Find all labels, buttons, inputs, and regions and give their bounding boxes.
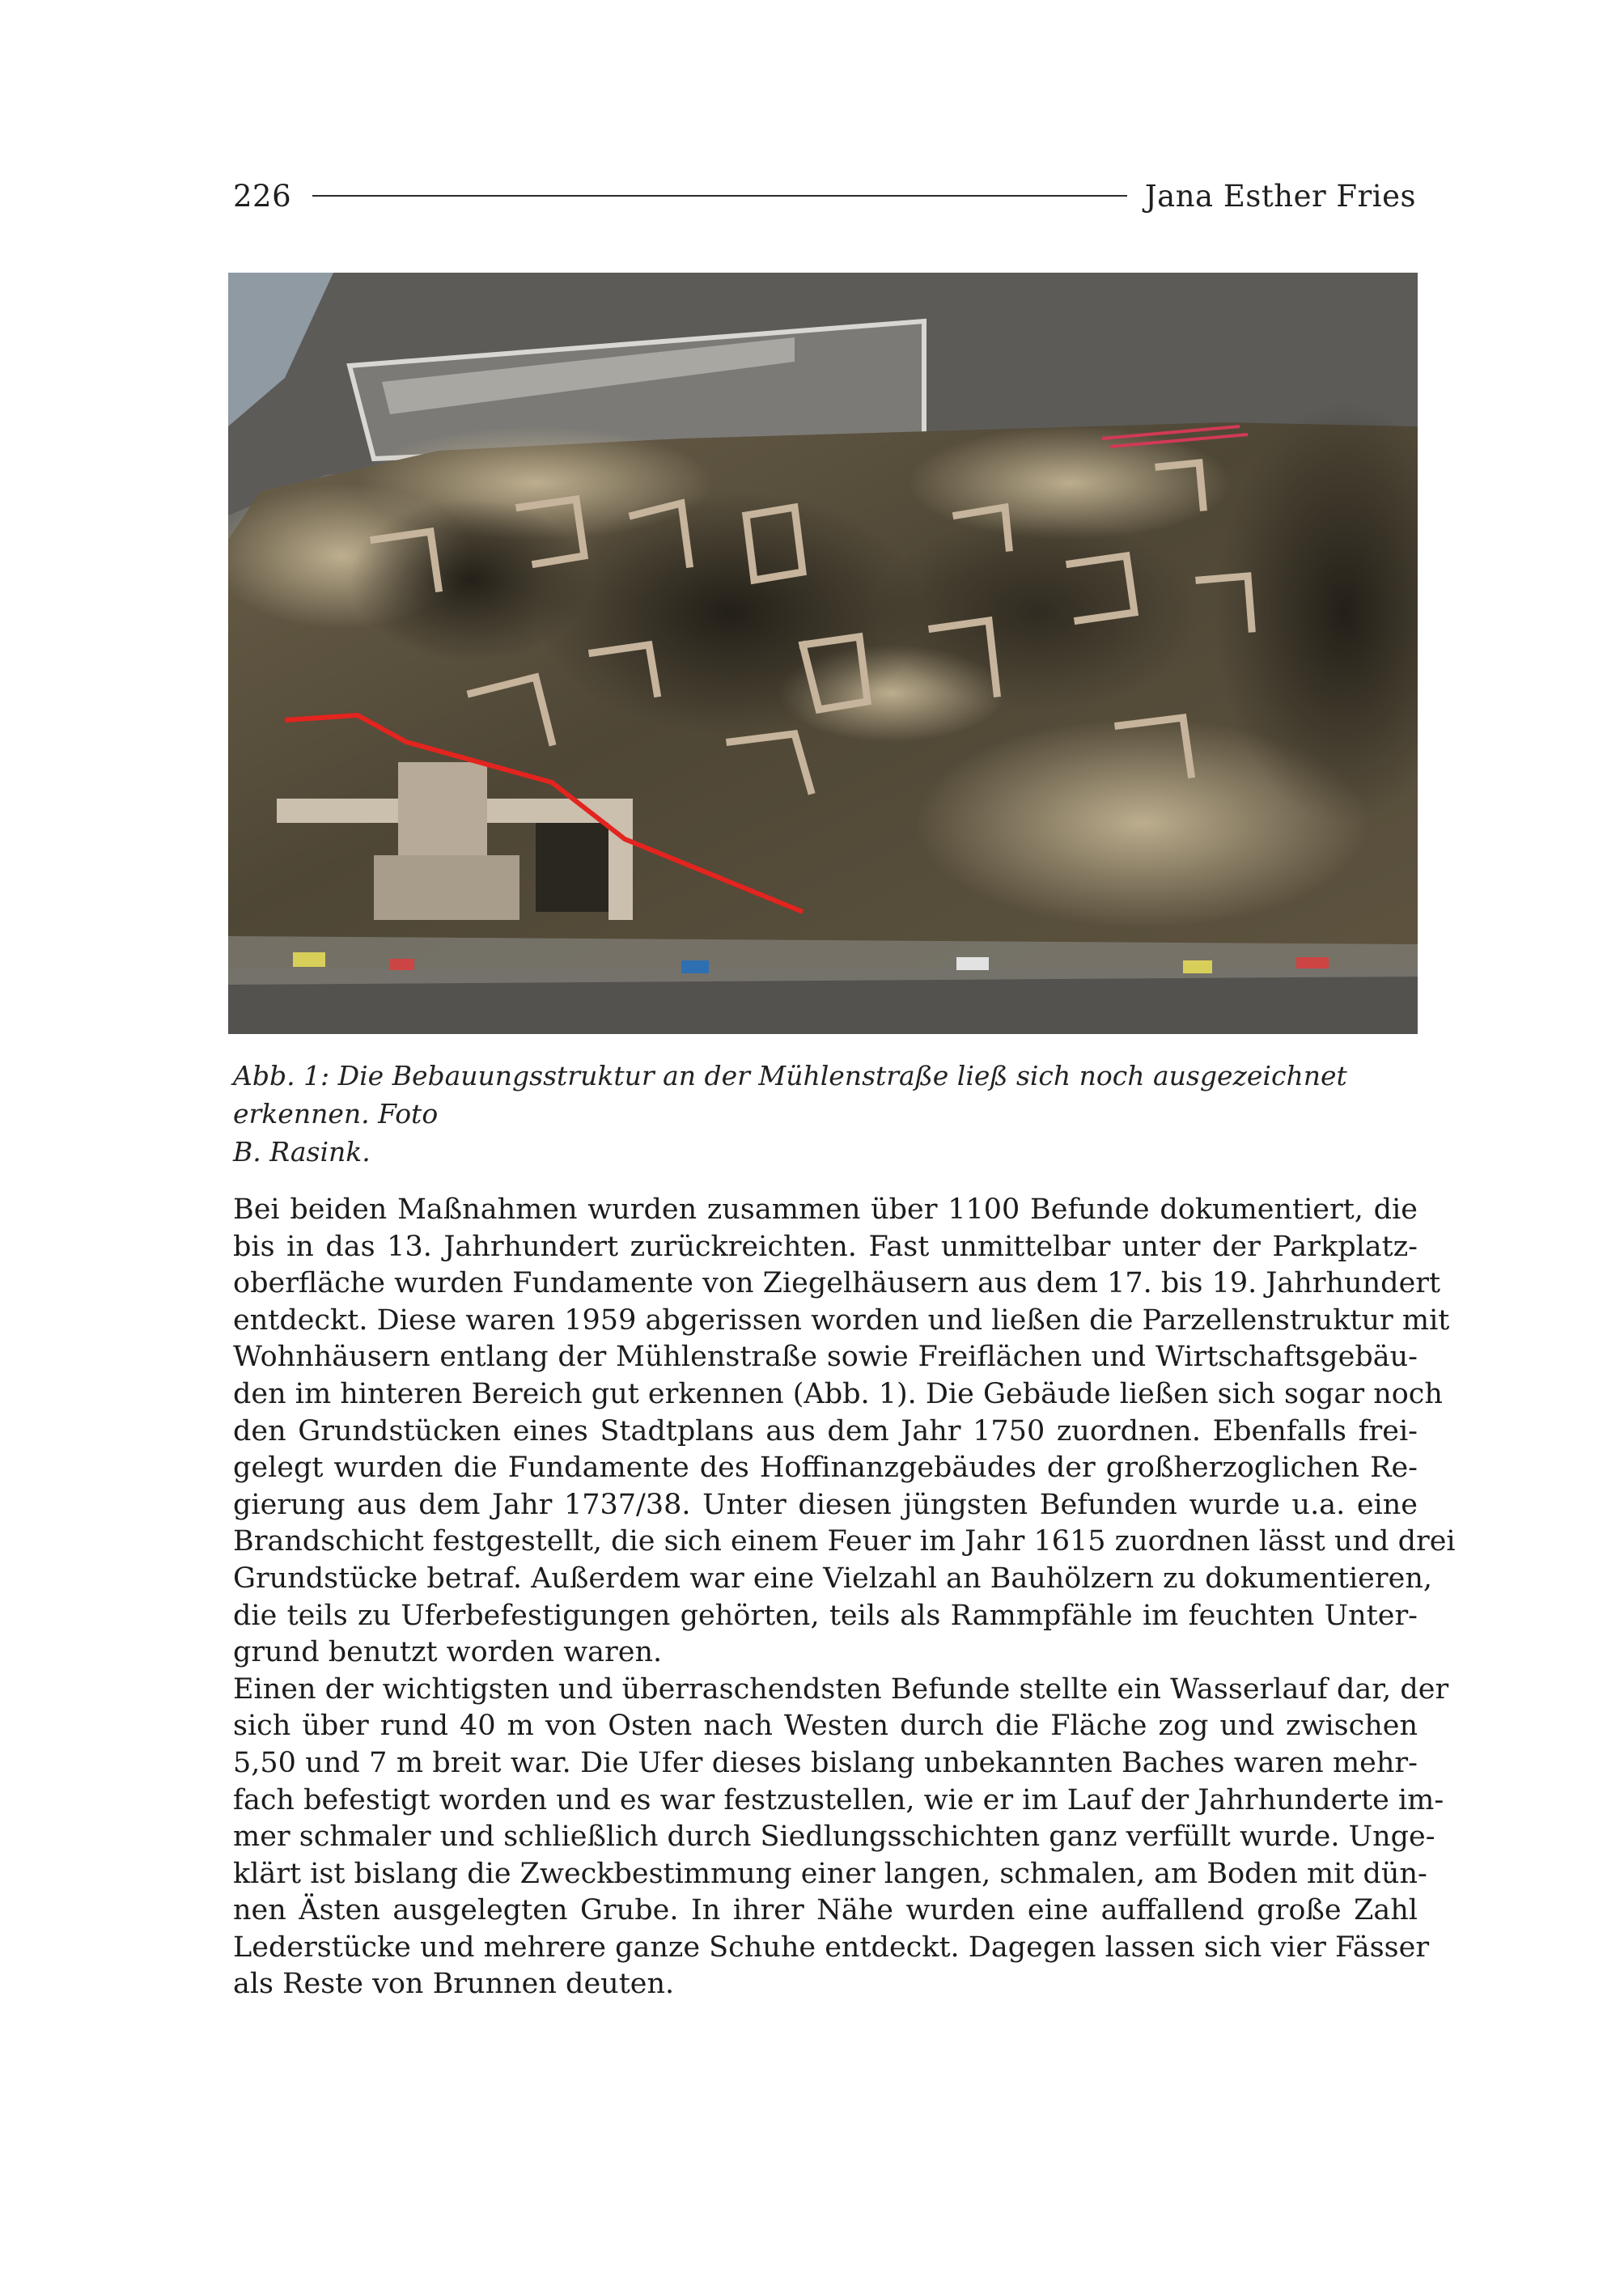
paragraph-2: [233, 1672, 1449, 2003]
aerial-excavation-photo: [228, 273, 1418, 1034]
text-line: entdeckt. Diese waren 1959 abgerissen worden und ließen die Parzellenstruktur mit: [233, 1303, 1450, 1337]
text-line: sich über rund 40 m von Osten nach Westen durch die Fläche zog und zwischen: [233, 1710, 1418, 1743]
text-line: als Reste von Brunnen deuten.: [233, 1968, 675, 2001]
text-line: mer schmaler und schließlich durch Siedlungsschichten ganz verfüllt wurde. Unge-: [233, 1820, 1435, 1854]
text-line: Brandschicht festgestellt, die sich einem Feuer im Jahr 1615 zuordnen lässt und drei: [233, 1525, 1456, 1558]
running-head: [233, 173, 1416, 218]
text-line: gelegt wurden die Fundamente des Hoffinanzgebäudes der großherzoglichen Re-: [233, 1452, 1418, 1485]
text-line: Lederstücke und mehrere ganze Schuhe entdeckt. Dagegen lassen sich vier Fässer: [233, 1931, 1430, 1964]
text-line: den Grundstücken eines Stadtplans aus dem Jahr 1750 zuordnen. Ebenfalls frei-: [233, 1414, 1418, 1447]
text-line: bis in das 13. Jahrhundert zurückreichten. Fast unmittelbar unter der Parkplatz-: [233, 1230, 1418, 1263]
text-line: grund benutzt worden waren.: [233, 1636, 663, 1669]
figure-caption: [233, 1057, 1416, 1171]
text-line: die teils zu Uferbefestigungen gehörten, teils als Rammpfähle im feuchten Unter-: [233, 1599, 1418, 1632]
body-text: [233, 1192, 1456, 2003]
text-line: fach befestigt worden und es war festzustellen, wie er im Lauf der Jahrhunderte im-: [233, 1783, 1444, 1816]
aerial-photo-illustration: [228, 273, 1418, 1034]
text-line: Bei beiden Maßnahmen wurden zusammen über 1100 Befunde dokumentiert, die: [233, 1193, 1418, 1226]
caption-line-1: Abb. 1: Die Bebauungsstruktur an der Mühlenstraße ließ sich noch ausgezeichnet erkennen. Foto: [233, 1060, 1347, 1130]
header-rule: [312, 195, 1127, 197]
caption-line-2: B. Rasink.: [233, 1136, 371, 1168]
text-line: 5,50 und 7 m breit war. Die Ufer dieses bislang unbekannten Baches waren mehr-: [233, 1746, 1418, 1779]
text-line: Grundstücke betraf. Außerdem war eine Vielzahl an Bauhölzern zu dokumentieren,: [233, 1562, 1432, 1595]
text-line: Einen der wichtigsten und überraschendsten Befunde stellte ein Wasserlauf dar, der: [233, 1672, 1449, 1706]
text-line: nen Ästen ausgelegten Grube. In ihrer Nähe wurden eine auffallend große Zahl: [233, 1894, 1418, 1927]
text-line: den im hinteren Bereich gut erkennen (Abb. 1). Die Gebäude ließen sich sogar noch: [233, 1377, 1443, 1410]
text-line: klärt ist bislang die Zweckbestimmung einer langen, schmalen, am Boden mit dün-: [233, 1857, 1427, 1890]
text-line: gierung aus dem Jahr 1737/38. Unter diesen jüngsten Befunden wurde u.a. eine: [233, 1488, 1418, 1521]
page-number: 226: [233, 178, 292, 214]
text-line: Wohnhäusern entlang der Mühlenstraße sowie Freiflächen und Wirtschaftsgebäu-: [233, 1341, 1418, 1374]
paragraph-1: [233, 1192, 1456, 1672]
text-line: oberfläche wurden Fundamente von Ziegelhäusern aus dem 17. bis 19. Jahrhundert: [233, 1267, 1441, 1300]
running-head-author: Jana Esther Fries: [1144, 178, 1416, 214]
